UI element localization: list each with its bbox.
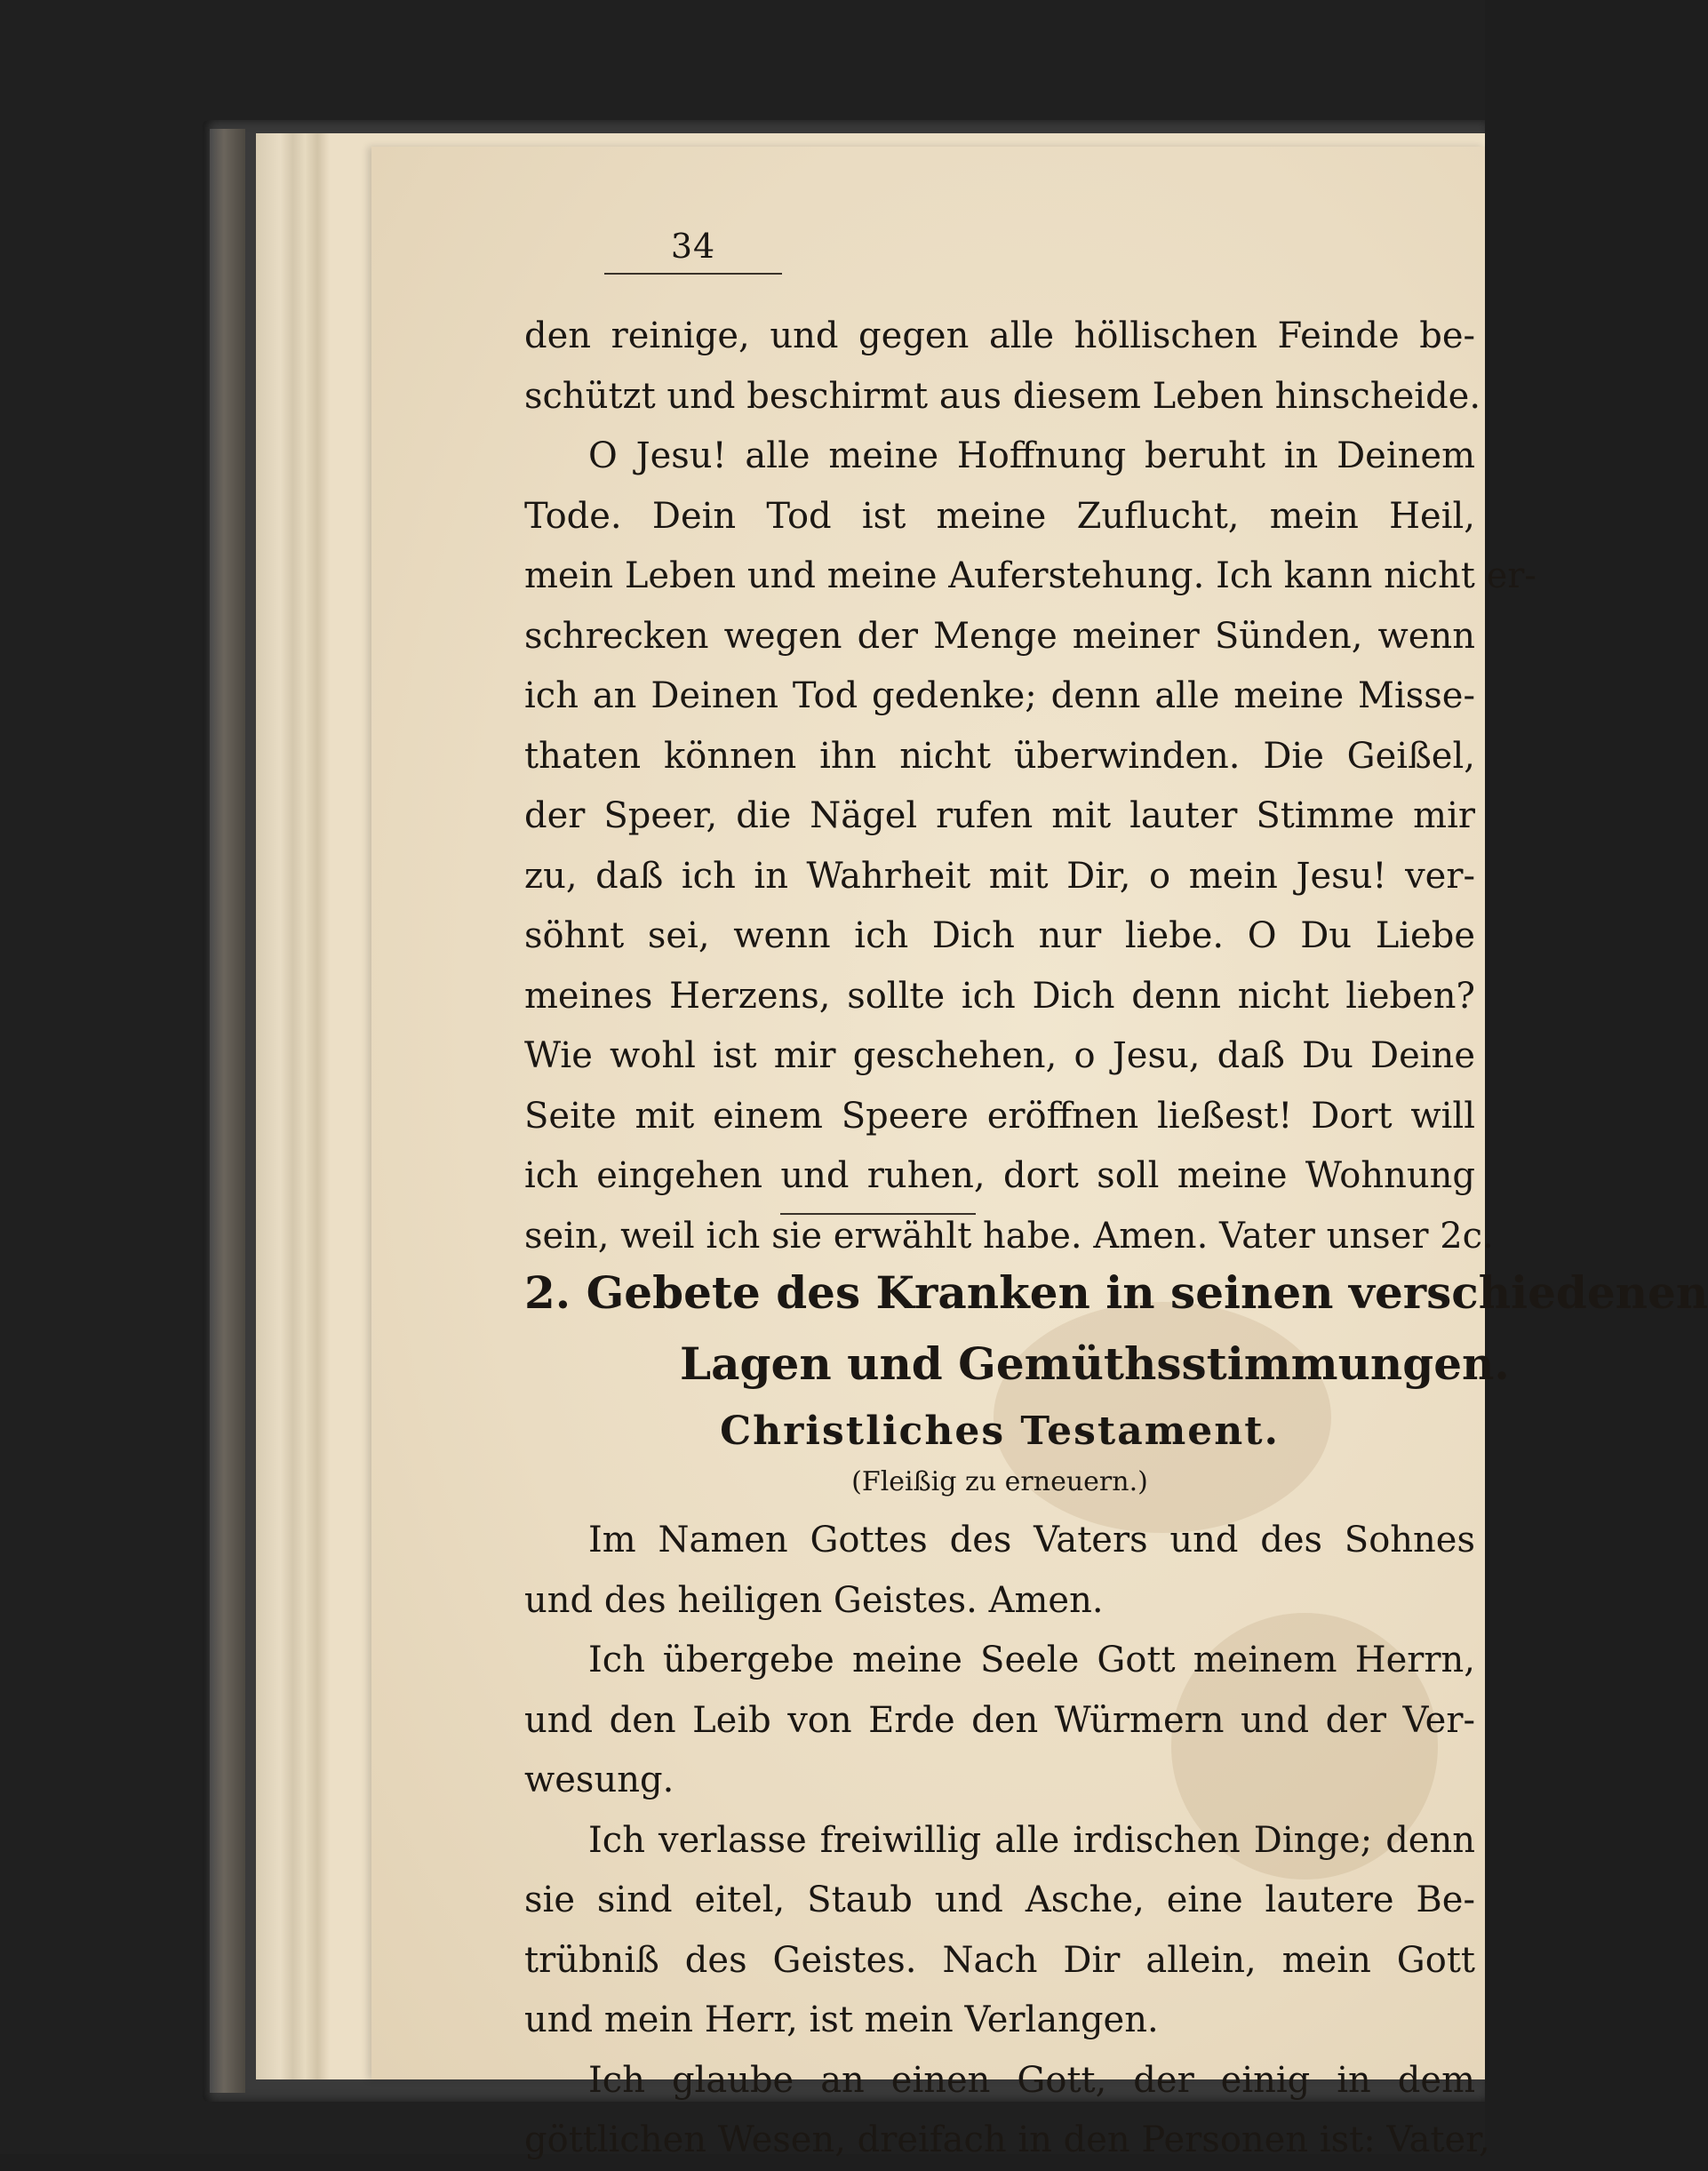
section-divider	[780, 1213, 976, 1215]
text-line: und des heiligen Geistes. Amen.	[524, 1579, 1104, 1621]
text-line: sein, weil ich sie erwählt habe. Amen. Vater unser 2c.	[524, 1215, 1494, 1257]
text-line: der Speer, die Nägel rufen mit lauter Stimme mir	[524, 795, 1475, 836]
text-line: schrecken wegen der Menge meiner Sünden, wenn	[524, 615, 1475, 657]
heading-line: 2. Gebete des Kranken in seinen verschiedenen	[524, 1266, 1708, 1319]
text-block-testament	[524, 1511, 1490, 2171]
text-block-top	[524, 307, 1536, 1266]
text-line: ich eingehen und ruhen, dort soll meine Wohnung	[524, 1155, 1475, 1196]
text-line: Ich verlasse freiwillig alle irdischen Dinge; denn	[588, 1819, 1475, 1861]
text-line: den reinige, und gegen alle höllischen Feinde be-	[524, 315, 1475, 356]
text-line: wesung.	[524, 1760, 674, 1800]
text-line: meines Herzens, sollte ich Dich denn nicht lieben?	[524, 975, 1475, 1017]
text-line: ich an Deinen Tod gedenke; denn alle meine Misse-	[524, 675, 1475, 716]
book-page	[371, 147, 1708, 2160]
subheading: Christliches Testament.	[720, 1409, 1280, 1454]
text-line: und mein Herr, ist mein Verlangen.	[524, 1999, 1159, 2040]
text-line: göttlichen Wesen, dreifach in den Personen ist: Vater,	[524, 2119, 1490, 2160]
text-line: Ich glaube an einen Gott, der einig in dem	[588, 2059, 1475, 2101]
book-spine-edge	[210, 129, 245, 2093]
section-heading	[524, 1257, 1708, 1400]
text-line: thaten können ihn nicht überwinden. Die Geißel,	[524, 735, 1475, 777]
text-line: Seite mit einem Speere eröffnen ließest! Dort will	[524, 1095, 1475, 1137]
text-line: O Jesu! alle meine Hoffnung beruht in Deinem	[588, 435, 1475, 476]
page-number: 34	[670, 227, 716, 266]
text-line: und den Leib von Erde den Würmern und der Ver-	[524, 1699, 1475, 1741]
page-number-rule	[604, 273, 782, 275]
heading-line: Lagen und Gemüthsstimmungen.	[680, 1337, 1510, 1390]
text-line: sie sind eitel, Staub und Asche, eine lautere Be-	[524, 1880, 1475, 1920]
text-line: trübniß des Geistes. Nach Dir allein, mein Gott	[524, 1939, 1475, 1981]
text-line: söhnt sei, wenn ich Dich nur liebe. O Du Liebe	[524, 915, 1475, 956]
subheading-note: (Fleißig zu erneuern.)	[851, 1466, 1148, 1497]
text-line: Im Namen Gottes des Vaters und des Sohnes	[588, 1520, 1475, 1560]
text-line: schützt und beschirmt aus diesem Leben hinscheide.	[524, 375, 1481, 417]
text-line: zu, daß ich in Wahrheit mit Dir, o mein Jesu! ver-	[524, 855, 1475, 897]
text-line: mein Leben und meine Auferstehung. Ich kann nicht er-	[524, 555, 1536, 596]
text-line: Tode. Dein Tod ist meine Zuflucht, mein Heil,	[524, 495, 1475, 537]
text-line: Wie wohl ist mir geschehen, o Jesu, daß Du Deine	[524, 1035, 1475, 1076]
text-line: Ich übergebe meine Seele Gott meinem Herrn,	[588, 1640, 1475, 1680]
